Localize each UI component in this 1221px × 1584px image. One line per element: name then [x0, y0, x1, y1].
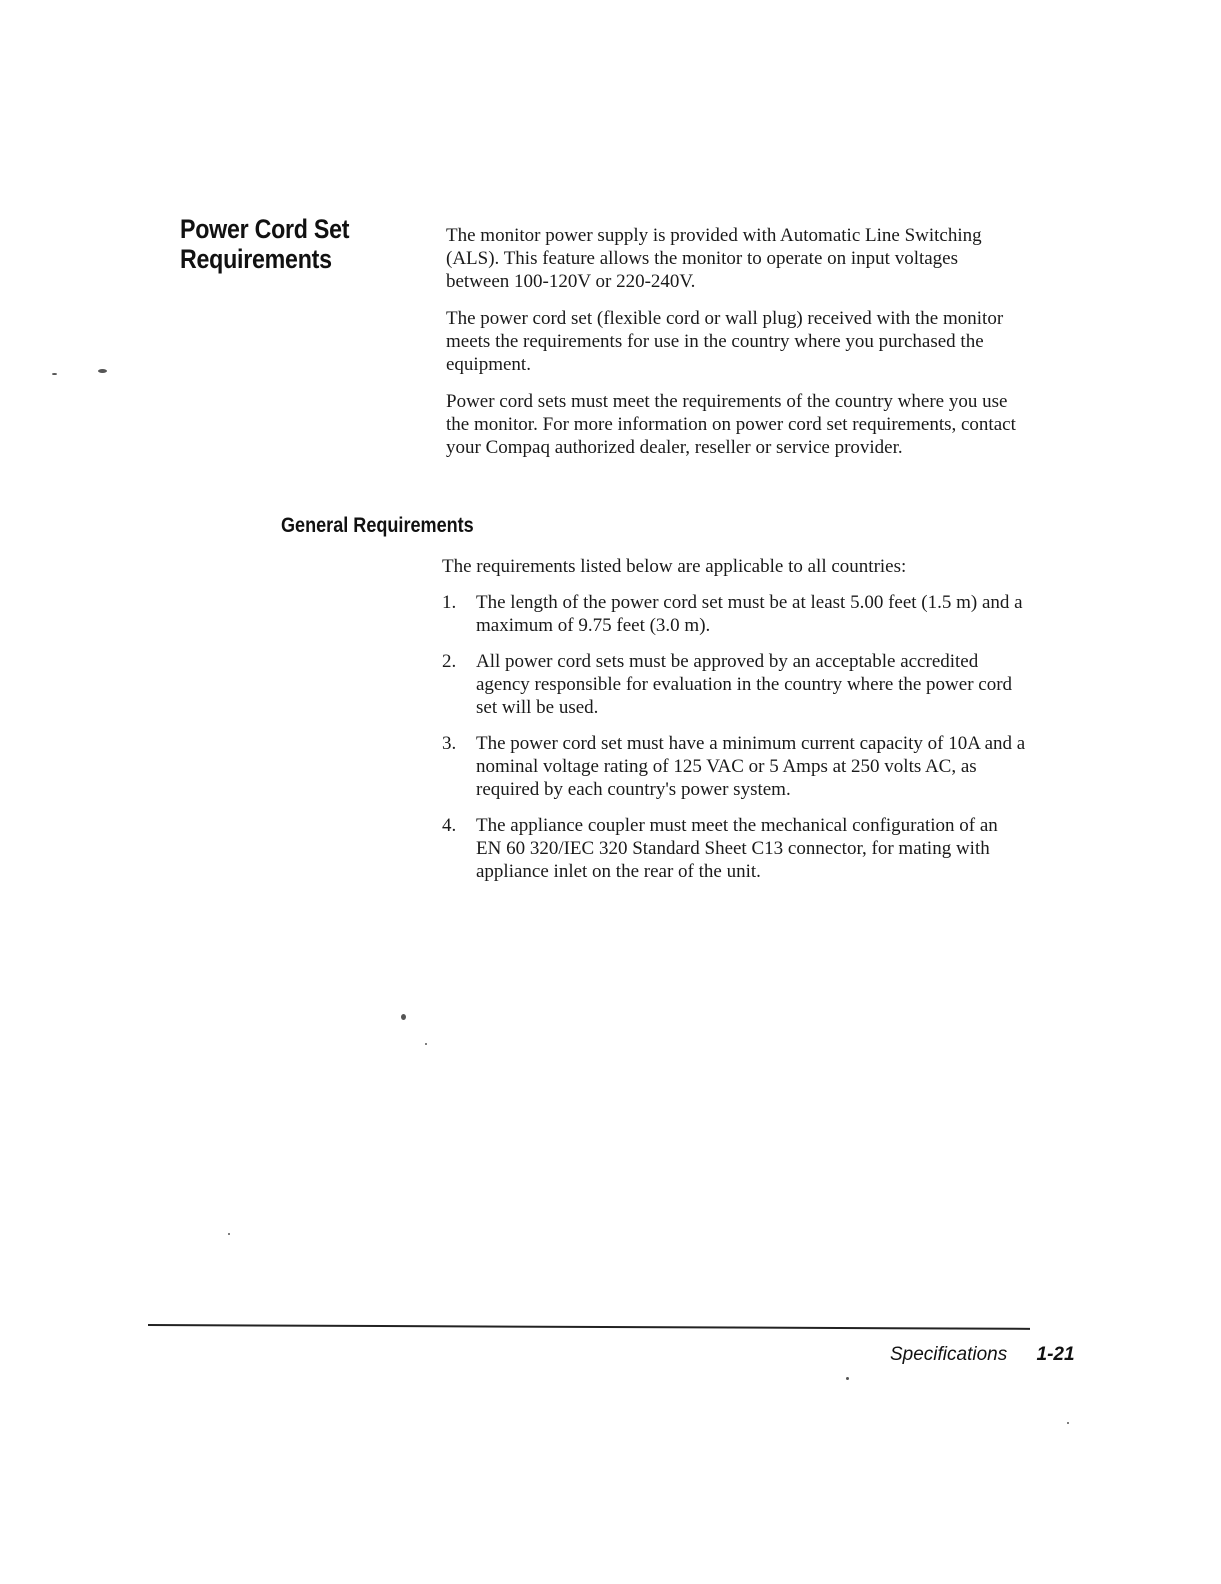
list-item-text: The power cord set must have a minimum current capacity of 10A and a nominal voltage rating of 125 VAC or 5 Amps at 250 volts AC, as required by each country's power system.: [476, 733, 1026, 800]
list-item: [442, 650, 1027, 719]
section-heading: [180, 214, 349, 274]
requirements-list: [442, 591, 1027, 883]
list-item: [442, 732, 1027, 801]
scan-speck: [228, 1233, 230, 1235]
section-heading-line-1: Power Cord Set: [180, 214, 350, 244]
paragraph-als: The monitor power supply is provided with Automatic Line Switching (ALS). This feature allows the monitor to operate on input voltages between 100-120V or 220-240V.: [446, 225, 982, 292]
scan-speck: [1067, 1422, 1069, 1424]
paragraph-country: Power cord sets must meet the requirements of the country where you use the monitor. For more information on power cord set requirements, contact your Compaq authorized dealer, reseller or service provider.: [446, 391, 1016, 458]
list-item-text: The length of the power cord set must be at least 5.00 feet (1.5 m) and a maximum of 9.75 feet (3.0 m).: [476, 592, 1023, 636]
paragraph-cord-set: The power cord set (flexible cord or wall plug) received with the monitor meets the requirements for use in the country where you purchased the equipment.: [446, 308, 1004, 375]
list-item: [442, 814, 1027, 883]
scan-speck: [425, 1043, 427, 1045]
scan-speck: [52, 373, 57, 375]
subsection-heading: General Requirements: [281, 514, 474, 537]
requirements-intro: The requirements listed below are applicable to all countries:: [442, 556, 907, 577]
scan-speck: [98, 369, 107, 373]
footer-section-name: Specifications: [890, 1344, 1008, 1365]
scan-speck: [846, 1377, 849, 1380]
scan-speck: [401, 1014, 406, 1020]
footer-page-number: 1-21: [1036, 1344, 1075, 1365]
footer-rule: [148, 1324, 1030, 1330]
page-footer: [890, 1343, 1075, 1367]
section-heading-line-2: Requirements: [180, 244, 332, 274]
section-body: [446, 224, 1026, 473]
list-item-number: 4.: [442, 815, 457, 836]
list-item: [442, 591, 1027, 637]
list-item-number: 1.: [442, 592, 457, 613]
list-item-number: 2.: [442, 651, 457, 672]
list-item-text: All power cord sets must be approved by an acceptable accredited agency responsible for evaluation in the country where the power cord set will be used.: [476, 651, 1013, 718]
requirements-body: [442, 555, 1027, 896]
list-item-text: The appliance coupler must meet the mechanical configuration of an EN 60 320/IEC 320 Standard Sheet C13 connector, for mating with appliance inlet on the rear of the unit.: [476, 815, 998, 882]
list-item-number: 3.: [442, 733, 457, 754]
